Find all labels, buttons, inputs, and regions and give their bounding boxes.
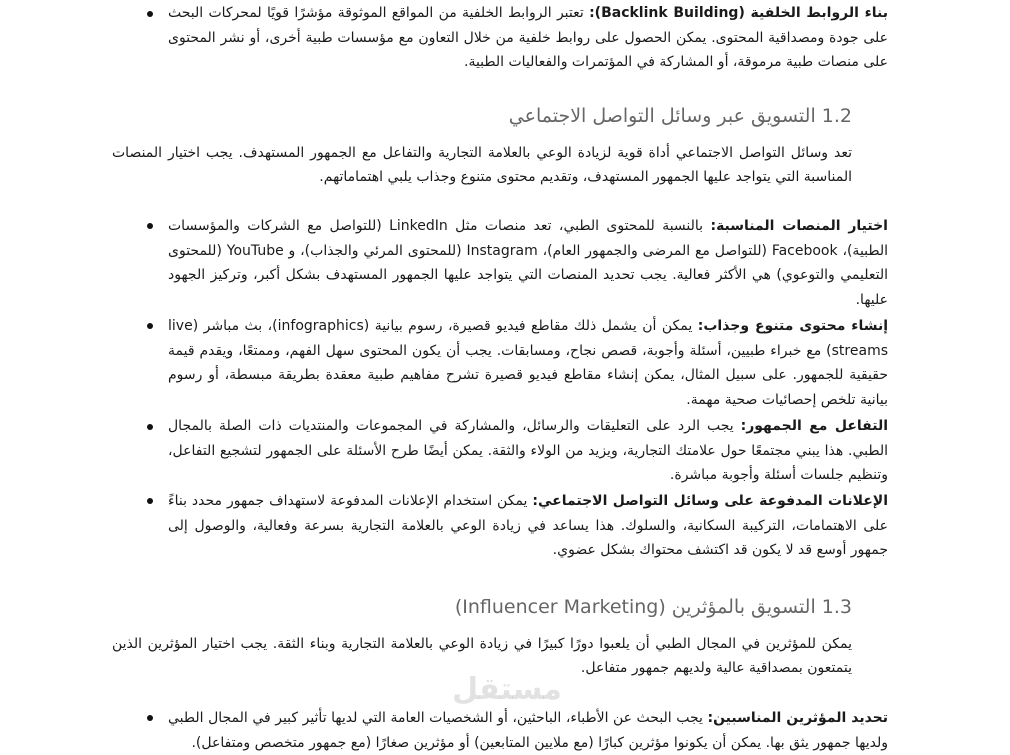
bullet-text: يجب الرد على التعليقات والرسائل، والمشاركة في المجموعات والمنتديات ذات الصلة بالمجال الطبي. هذا يبني مجتمعًا حول علامتك التجارية، ويزيد من الولاء والثقة. يمكن أيضًا طرح الأسئلة على الجمهور لتشجيع التفاعل، وتنظيم جلسات أسئلة وأجوبة مباشرة. (168, 418, 888, 483)
bullet-lead: بناء الروابط الخلفية (Backlink Building): (589, 5, 889, 21)
bullet-marker (147, 323, 153, 329)
bullet-lead: إنشاء محتوى متنوع وجذاب: (697, 318, 889, 334)
bullet-marker (147, 11, 153, 17)
section-heading-influencer: 1.3 التسويق بالمؤثرين (Influencer Marketing) (454, 596, 852, 618)
bullet-paid-ads (168, 489, 888, 563)
bullet-marker (147, 424, 153, 430)
bullet-engagement (168, 414, 888, 488)
paragraph-social-intro: تعد وسائل التواصل الاجتماعي أداة قوية لزيادة الوعي بالعلامة التجارية والتفاعل مع الجمهور المستهدف. يجب اختيار المنصات المناسبة التي يتواجد عليها الجمهور المستهدف، وتقديم محتوى متنوع وجذاب يلبي اهتماماتهم. (112, 145, 852, 185)
bullet-lead: الإعلانات المدفوعة على وسائل التواصل الاجتماعي: (532, 493, 888, 509)
bullet-lead: تحديد المؤثرين المناسبين: (707, 710, 889, 726)
bullet-text: بالنسبة للمحتوى الطبي، تعد منصات مثل LinkedIn (للتواصل مع الشركات والمؤسسات الطبية)، Facebook (للتواصل مع المرضى والجمهور العام)، Instagram (للمحتوى المرئي والجذاب)، و YouTube (للمحتوى التعليمي والتوعوي) هي الأكثر فعالية. يجب تحديد المنصات التي يتواجد عليها الجمهور المستهدف بشكل أكبر، وتركيز الجهود عليها. (168, 218, 889, 308)
watermark-logo: مستقل (452, 672, 562, 707)
bullet-marker (147, 223, 153, 229)
bullet-text: يمكن استخدام الإعلانات المدفوعة لاستهداف جمهور محدد بناءً على الاهتمامات، التركيبة السكانية، والسلوك. هذا يساعد في زيادة الوعي بالعلامة التجارية بسرعة وفعالية، والوصول إلى جمهور أوسع قد لا يكون قد اكتشف محتواك بشكل عضوي. (168, 493, 888, 558)
bullet-platforms (168, 214, 888, 312)
bullet-marker (147, 715, 153, 721)
bullet-text: يمكن أن يشمل ذلك مقاطع فيديو قصيرة، رسوم بيانية (infographics)، بث مباشر (live streams) مع خبراء طبيين، أسئلة وأجوبة، قصص نجاح، ومسابقات. يجب أن يكون المحتوى سهل الفهم، وممتعًا، ويقدم قيمة حقيقية للجمهور. على سبيل المثال، يمكن إنشاء مقاطع فيديو قصيرة تشرح مفاهيم طبية معقدة بطريقة مبسطة، أو رسوم بيانية تلخص إحصائيات صحية مهمة. (168, 318, 888, 408)
bullet-marker (147, 498, 153, 504)
bullet-content (168, 314, 888, 412)
paragraph-influencer-intro: يمكن للمؤثرين في المجال الطبي أن يلعبوا دورًا كبيرًا في زيادة الوعي بالعلامة التجارية وبناء الثقة. يجب اختيار المؤثرين الذين يتمتعون بمصداقية عالية ولديهم جمهور متفاعل. (112, 636, 852, 676)
bullet-lead: اختيار المنصات المناسبة: (710, 218, 888, 234)
bullet-text: تعتبر الروابط الخلفية من المواقع الموثوقة مؤشرًا قويًا لمحركات البحث على جودة ومصداقية المحتوى. يمكن الحصول على روابط خلفية من خلال التعاون مع مؤسسات طبية أخرى، أو نشر المحتوى على منصات طبية مرموقة، أو المشاركة في المؤتمرات والفعاليات الطبية. (168, 5, 888, 70)
bullet-backlinks (168, 1, 888, 75)
bullet-text: يجب البحث عن الأطباء، الباحثين، أو الشخصيات العامة التي لديها تأثير كبير في المجال الطبي ولديها جمهور يثق بها. يمكن أن يكونوا مؤثرين كبارًا (مع ملايين المتابعين) أو مؤثرين صغارًا (مع جمهور متخصص ومتفاعل). (168, 710, 888, 751)
bullet-lead: التفاعل مع الجمهور: (740, 418, 888, 434)
bullet-influencer-selection (168, 706, 888, 755)
section-heading-social: 1.2 التسويق عبر وسائل التواصل الاجتماعي (508, 105, 852, 127)
